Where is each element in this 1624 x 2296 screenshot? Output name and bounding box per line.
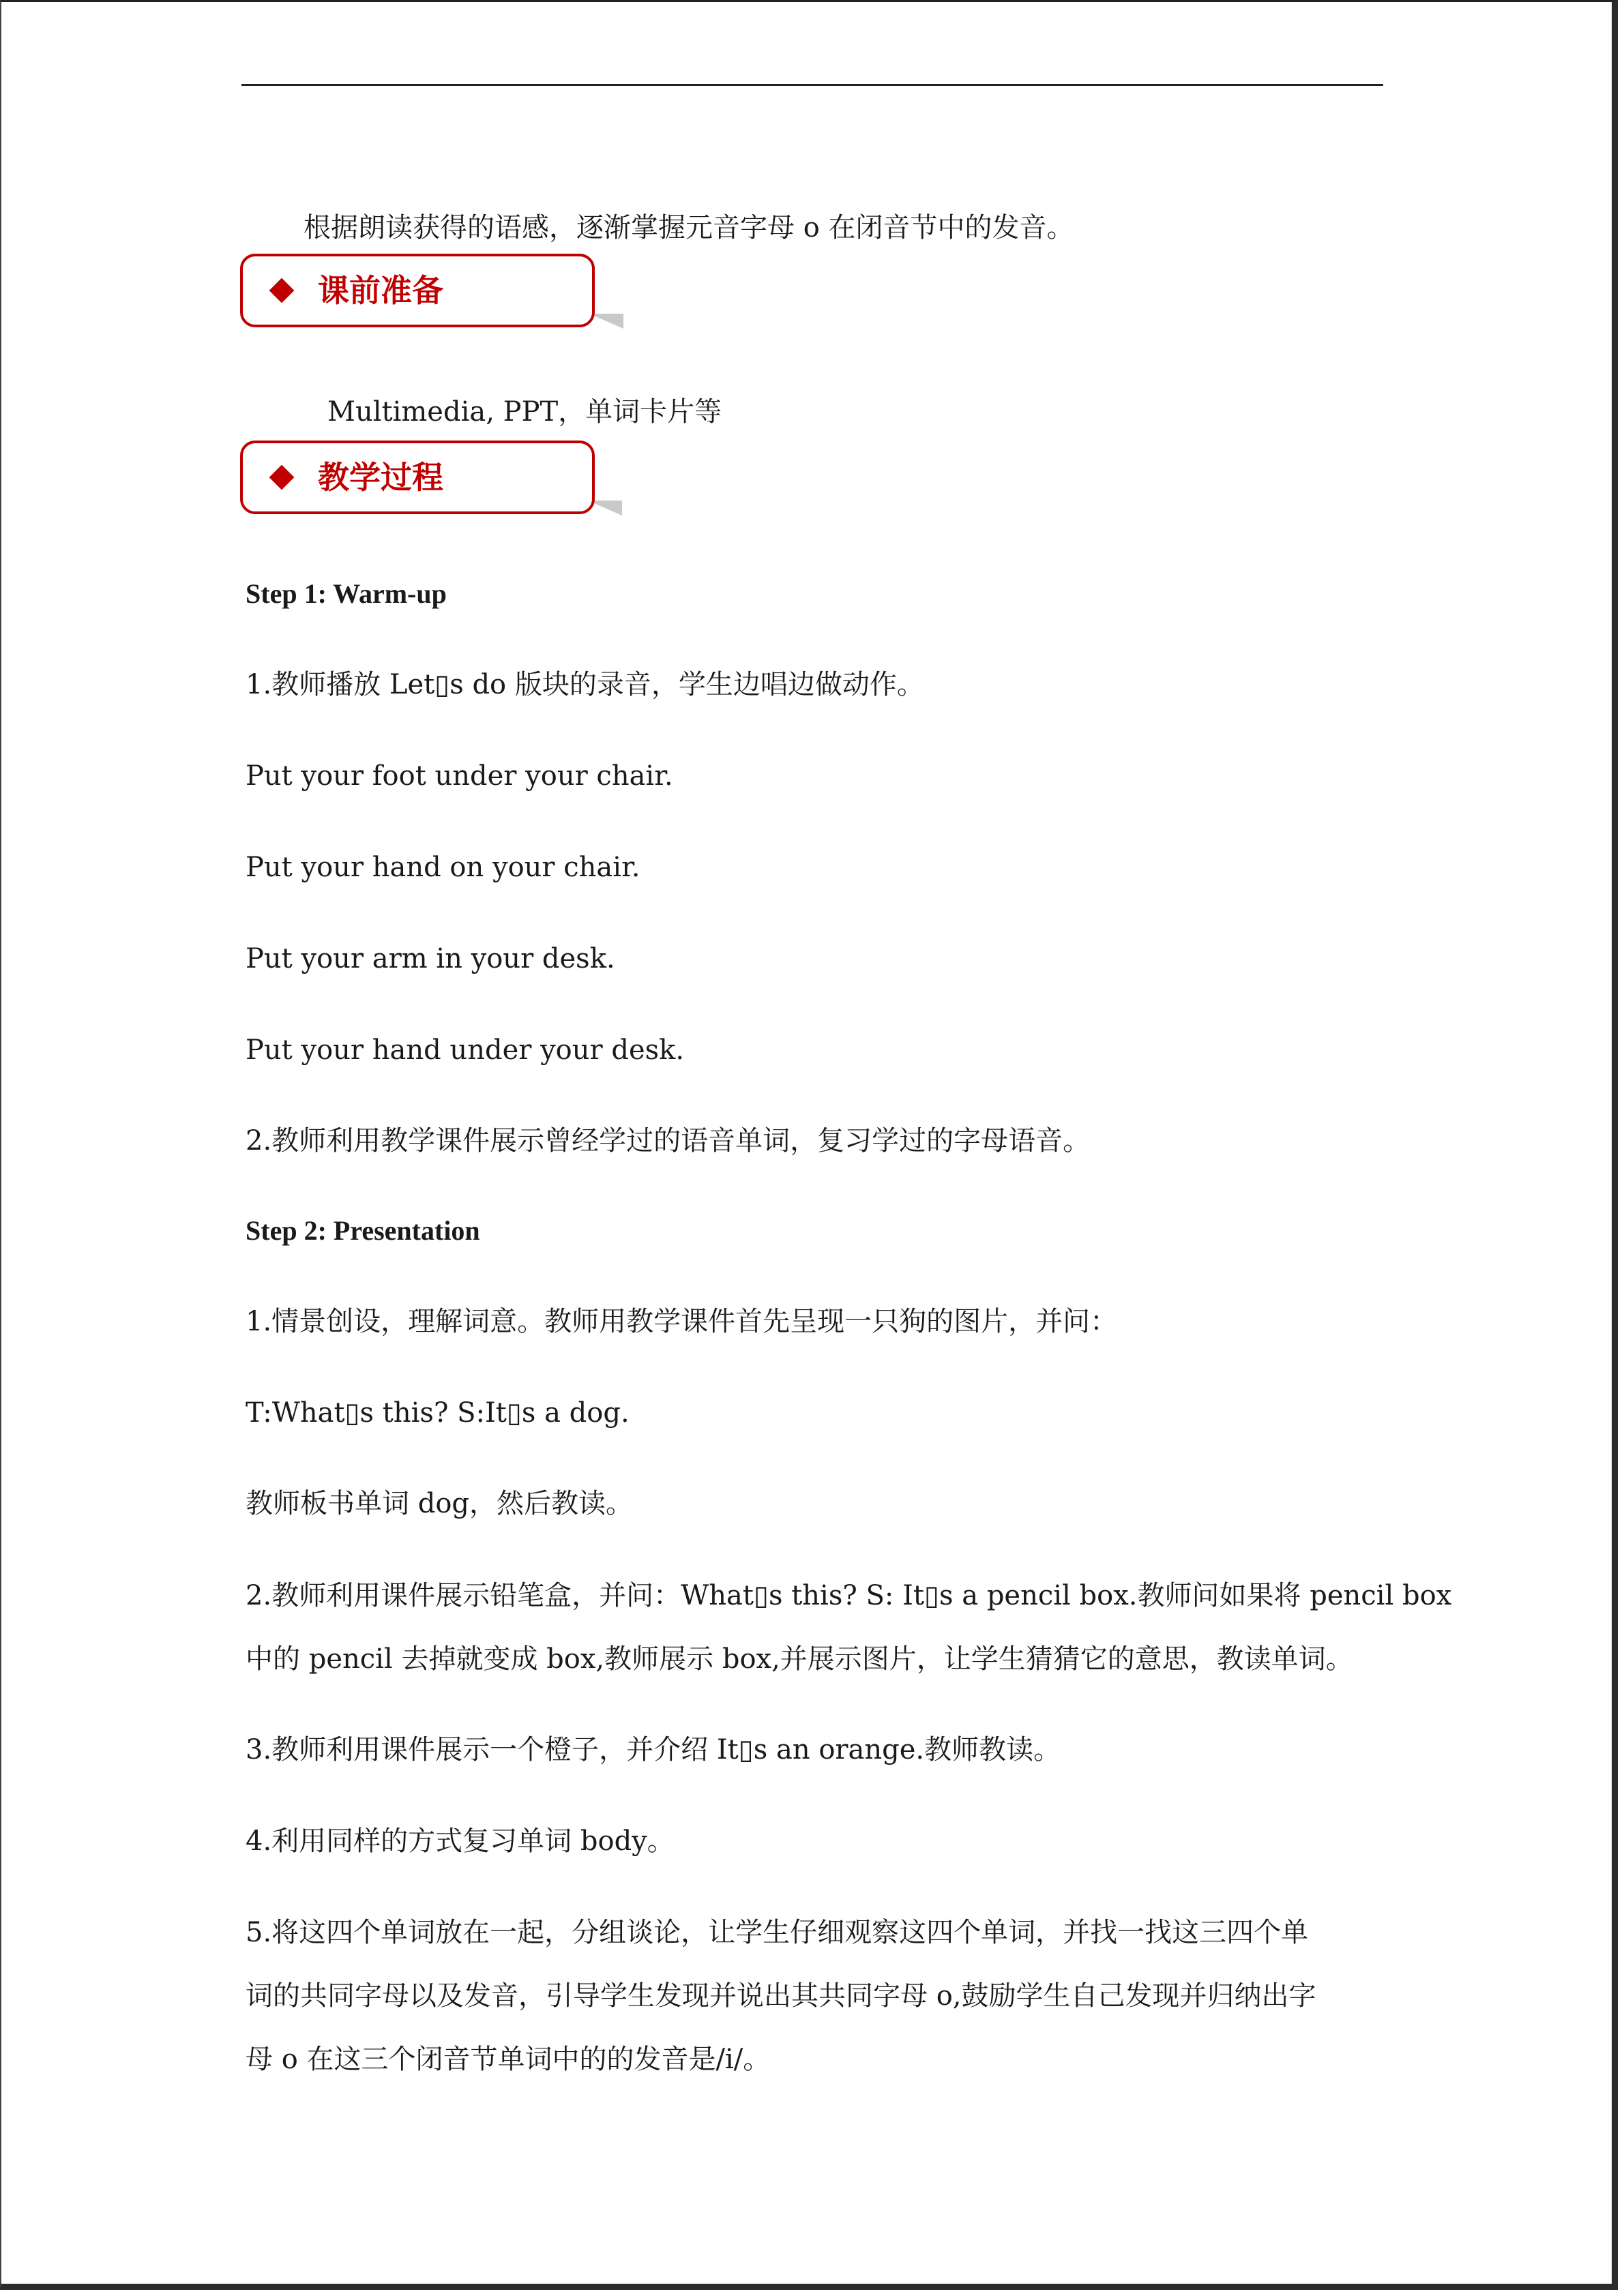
step2-item: 母 o 在这三个闭音节单词中的的发音是/i/。 [246, 2044, 771, 2075]
step1-heading: Step 1: Warm-up [246, 578, 447, 609]
step2-item: 5.将这四个单词放在一起，分组谈论，让学生仔细观察这四个单词，并找一找这三四个单 [246, 1917, 1309, 1948]
intro-text: 根据朗读获得的语感，逐渐掌握元音字母 o 在闭音节中的发音。 [304, 212, 1074, 243]
prep-materials-text: Multimedia, PPT，单词卡片等 [327, 396, 722, 428]
step2-item: 3.教师利用课件展示一个橙子，并介绍 It▯s an orange.教师教读。 [246, 1734, 1061, 1765]
step1-item: Put your foot under your chair. [246, 760, 673, 792]
step1-item: 1.教师播放 Let▯s do 版块的录音，学生边唱边做动作。 [246, 669, 924, 700]
section-box-process [240, 441, 595, 514]
section-title-process: 教学过程 [318, 459, 443, 496]
diamond-bullet-icon [269, 278, 295, 303]
step2-item: T:What▯s this? S:It▯s a dog. [246, 1397, 630, 1429]
step2-item: 词的共同字母以及发音，引导学生发现并说出其共同字母 o,鼓励学生自己发现并归纳出字 [246, 1980, 1316, 2012]
step2-item: 4.利用同样的方式复习单词 body。 [246, 1825, 675, 1857]
step2-item: 教师板书单词 dog，然后教读。 [246, 1488, 634, 1519]
step1-item: 2.教师利用教学课件展示曾经学过的语音单词，复习学过的字母语音。 [246, 1125, 1091, 1157]
section-box-prep [240, 254, 595, 327]
step2-item: 中的 pencil 去掉就变成 box,教师展示 box,并展示图片，让学生猜猜它的意思，教读单词。 [246, 1643, 1353, 1675]
section-box-shadow [589, 314, 623, 329]
step2-item: 1.情景创设，理解词意。教师用教学课件首先呈现一只狗的图片，并问： [246, 1306, 1118, 1337]
step2-item: 2.教师利用课件展示铅笔盒，并问：What▯s this? S: It▯s a pencil box.教师问如果将 pencil box [246, 1580, 1452, 1611]
step1-item: Put your arm in your desk. [246, 943, 615, 974]
step1-item: Put your hand on your chair. [246, 852, 640, 883]
step1-item: Put your hand under your desk. [246, 1034, 685, 1066]
step2-heading: Step 2: Presentation [246, 1215, 480, 1246]
header-rule [241, 84, 1383, 86]
section-title-prep: 课前准备 [318, 272, 443, 309]
diamond-bullet-icon [269, 465, 295, 490]
